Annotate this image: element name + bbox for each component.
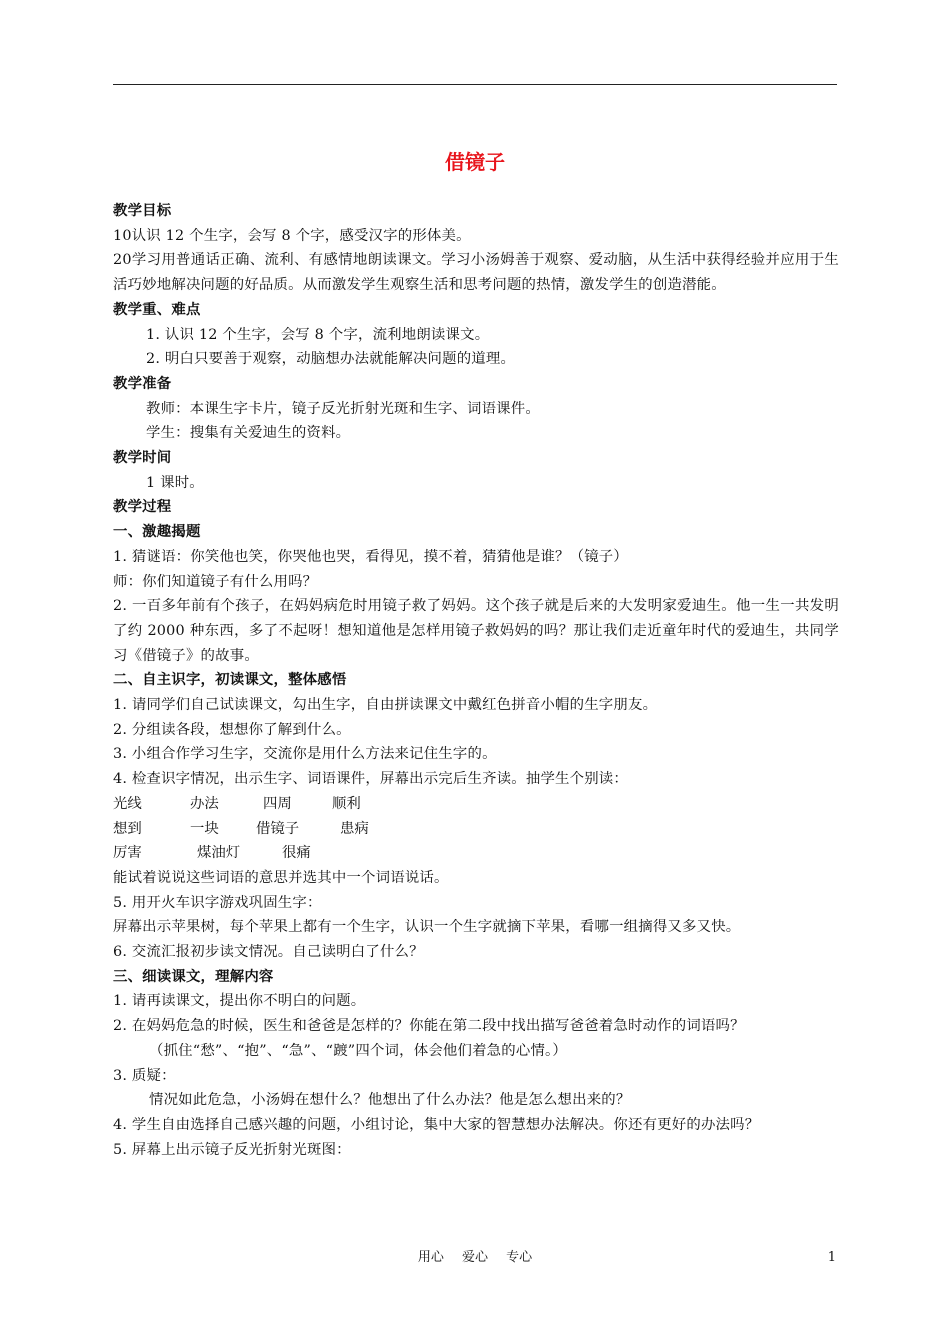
goal-item: 10认识 12 个生字，会写 8 个字，感受汉字的形体美。 (113, 227, 471, 244)
vocab-word: 煤油灯 (197, 845, 241, 862)
header-rule (113, 84, 837, 85)
paragraph: 1. 请再读课文，提出你不明白的问题。 (113, 993, 366, 1010)
part-heading-1: 一、激趣揭题 (113, 524, 201, 541)
paragraph: 1. 请同学们自己试读课文，勾出生字，自由拼读课文中戴红色拼音小帽的生字朋友。 (113, 697, 658, 714)
paragraph: 4. 学生自由选择自己感兴趣的问题，小组讨论，集中大家的智慧想办法解决。你还有更好的办法吗？ (113, 1116, 760, 1133)
part-heading-2: 二、自主识字，初读课文，整体感悟 (113, 672, 347, 689)
vocab-word: 四周 (263, 795, 292, 812)
section-heading-preparation: 教学准备 (113, 375, 172, 392)
vocab-word: 厉害 (113, 845, 142, 862)
vocab-row (113, 817, 839, 842)
paragraph: 能试着说说这些词语的意思并选其中一个词语说话。 (113, 869, 449, 886)
paragraph: 3. 小组合作学习生字，交流你是用什么方法来记住生字的。 (113, 746, 497, 763)
paragraph: 3. 质疑： (113, 1067, 176, 1084)
part-heading-3: 三、细读课文，理解内容 (113, 968, 274, 985)
paragraph: 6. 交流汇报初步读文情况。自己读明白了什么？ (113, 944, 424, 961)
document-title: 借镜子 (445, 150, 505, 174)
prep-student: 学生：搜集有关爱迪生的资料。 (146, 425, 351, 442)
paragraph: 5. 屏幕上出示镜子反光折射光斑图： (113, 1141, 351, 1158)
vocab-row (113, 841, 839, 866)
vocab-word: 一块 (190, 820, 219, 837)
vocab-word: 患病 (340, 820, 369, 837)
paragraph: 师：你们知道镜子有什么用吗？ (113, 573, 318, 590)
document-body (113, 199, 839, 1162)
paragraph: 4. 检查识字情况，出示生字、词语课件，屏幕出示完后生齐读。抽学生个别读： (113, 771, 628, 788)
key-point-item: 1. 认识 12 个生字，会写 8 个字，流利地朗读课文。 (146, 326, 490, 343)
goal-item: 20学习用普通话正确、流利、有感情地朗读课文。学习小汤姆善于观察、爱动脑，从生活中获得经验并应用于生活巧妙地解决问题的好品质。从而激发学生观察生活和思考问题的热情，激发学生的创造潜能。 (113, 252, 839, 294)
paragraph: 5. 用开火车识字游戏巩固生字： (113, 894, 322, 911)
vocab-word: 顺利 (332, 795, 361, 812)
paragraph: （抓住“愁”、“抱”、“急”、“踱”四个词，体会他们着急的心情。） (149, 1042, 568, 1059)
paragraph: 2. 在妈妈危急的时候，医生和爸爸是怎样的？你能在第二段中找出描写爸爸着急时动作的词语吗？ (113, 1018, 745, 1035)
vocab-word: 很痛 (282, 845, 311, 862)
page-number: 1 (827, 1250, 836, 1265)
footer-motto: 用心 爱心 专心 (417, 1250, 533, 1265)
paragraph: 2. 分组读各段，想想你了解到什么。 (113, 721, 351, 738)
prep-teacher: 教师：本课生字卡片，镜子反光折射光斑和生字、词语课件。 (146, 400, 540, 417)
vocab-word: 借镜子 (256, 820, 300, 837)
section-heading-key-points: 教学重、难点 (113, 301, 201, 318)
time-value: 1 课时。 (146, 474, 204, 491)
paragraph: 屏幕出示苹果树，每个苹果上都有一个生字，认识一个生字就摘下苹果，看哪一组摘得又多又快。 (113, 919, 741, 936)
vocab-word: 办法 (190, 795, 219, 812)
section-heading-goals: 教学目标 (113, 203, 172, 219)
vocab-row (113, 792, 839, 817)
section-heading-process: 教学过程 (113, 499, 172, 516)
paragraph: 1. 猜谜语：你笑他也笑，你哭他也哭，看得见，摸不着，猜猜他是谁？（镜子） (113, 548, 628, 565)
vocab-word: 光线 (113, 795, 142, 812)
section-heading-time: 教学时间 (113, 450, 172, 467)
paragraph: 情况如此危急，小汤姆在想什么？他想出了什么办法？他是怎么想出来的？ (149, 1092, 631, 1109)
paragraph: 2. 一百多年前有个孩子，在妈妈病危时用镜子救了妈妈。这个孩子就是后来的大发明家爱迪生。他一生一共发明了约 2000 种东西，多了不起呀！想知道他是怎样用镜子救妈妈的吗？那让我们走近童年时代的爱迪生，共同学习《借镜子》的故事。 (113, 598, 839, 664)
key-point-item: 2. 明白只要善于观察，动脑想办法就能解决问题的道理。 (146, 351, 516, 368)
vocab-word: 想到 (113, 820, 142, 837)
